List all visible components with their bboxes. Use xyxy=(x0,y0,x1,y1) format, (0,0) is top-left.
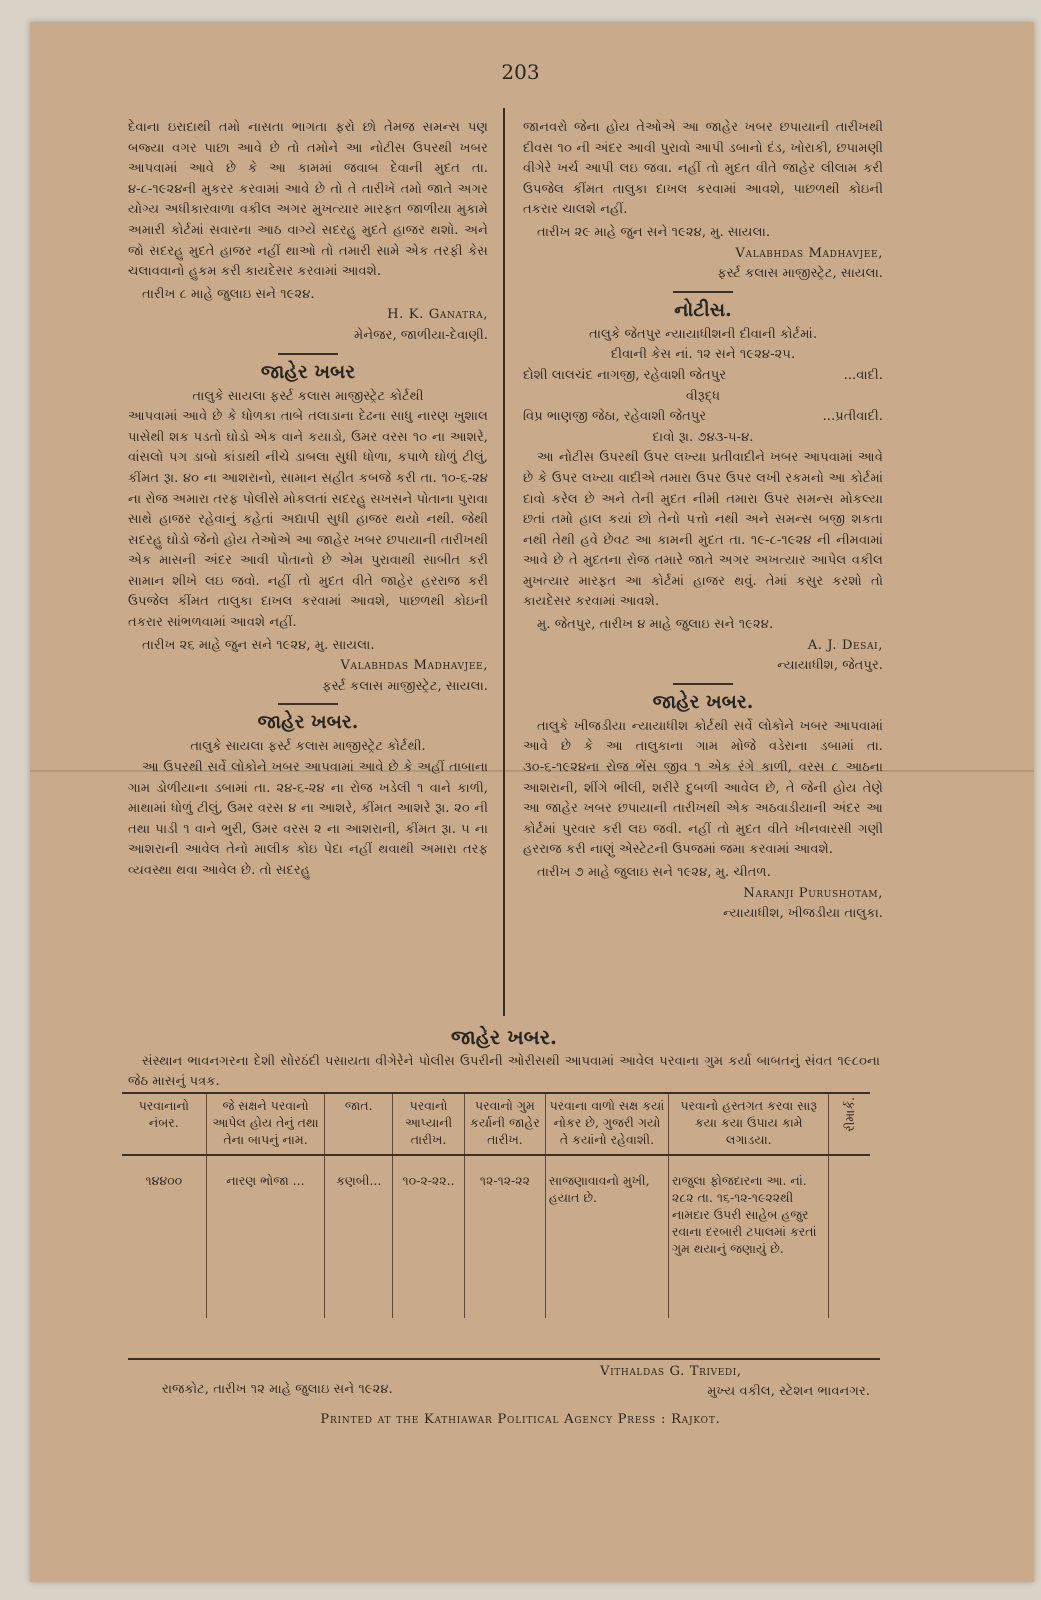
signatory-name: H. K. Ganatra, xyxy=(387,307,488,323)
notice-intro: સંસ્થાન ભાવનગરના દેશી સોરઠંદી પસાયતા વીગેરેને પોલીસ ઉપરીની ઓરીસથી આપવામાં આવેલ પરવાના ગુમ કર્યા બાબતનું સંવત ૧૯૮૦ના જેઠ માસનું પત્રક. xyxy=(128,1054,880,1089)
table-cell: ૧૪૪૦૦ xyxy=(145,1173,183,1188)
permit-register-table xyxy=(122,1092,870,1318)
notice-body: આ ઉપરથી સર્વે લોકોને ખબર આપવામાં આવે છે કે અહીં તાબાના ગામ ડોળીયાના ડબામાં તા. ૨૪-૬-૨૪ ના રોજ ખડેલી ૧ વાને કાળી, માથામાં ધોળું ટીલું, ઉમર વરસ ૪ ના આશરે, કીંમત આશરે રૂા. ૨૦ ની તથા પાડી ૧ વાને ભુરી, ઉમર વરસ ૨ ના આશરાની, કીંમત રૂા. ૫ ના આશરાની આવેલ તેનો માલીક કોઇ પેદા નહીં થવાથી અમારા તરફ વ્યવસ્થા થવા આવેલ છે. તો સદરહુ xyxy=(128,760,488,878)
plaintiff-name: દોશી લાલચંદ નાગજી, રહેવાશી જેતપુર xyxy=(523,367,727,383)
defendant-line xyxy=(523,407,883,428)
column-header: પરવાના વાળો સક્ષ કયાં નોકર છે, ગુજરી ગયો તે કયાંનો રહેવાશી. xyxy=(545,1093,668,1155)
notice-subheading: તાલુકે સાયલા ફર્સ્ટ કલાસ માજીસ્ટ્રેટ કોર્ટથી xyxy=(192,388,424,404)
table-cell xyxy=(829,1155,870,1318)
signatory-name: Naranji Purushotam, xyxy=(743,885,883,901)
notice-sayla-cattle xyxy=(128,709,488,881)
notice-date: તારીખ ૮ માહે જુલાઇ સને ૧૯૨૪. xyxy=(142,286,315,302)
bottom-rule xyxy=(128,1358,880,1360)
signatory-role: ફર્સ્ટ કલાસ માજીસ્ટ્રેટ, સાયલા. xyxy=(717,266,883,282)
table-cell: સાજણાવાવનો મુખી, હયાત છે. xyxy=(545,1155,668,1318)
footer-signature xyxy=(600,1362,870,1402)
page-number: 203 xyxy=(501,60,540,84)
case-number: દીવાની કેસ નાં. ૧૨ સને ૧૯૨૪-૨૫. xyxy=(610,347,796,363)
signatory-role: ન્યાયાધીશ, જેતપુર. xyxy=(777,658,883,674)
right-column xyxy=(523,118,883,925)
signatory-role: ફર્સ્ટ કલાસ માજીસ્ટ્રેટ, સાયલા. xyxy=(322,678,488,694)
signatory-name: Valabhdas Madhavjee, xyxy=(735,245,883,261)
signatory-role: ન્યાયાધીશ, ખીજડીયા તાલુકા. xyxy=(723,906,883,922)
notice-khijadiya xyxy=(523,689,883,925)
column-header: પરવાનો આપ્યાની તારીખ. xyxy=(393,1093,465,1155)
signatory-name: Vithaldas G. Trivedi, xyxy=(600,1364,742,1379)
notice-body: દેવાના ઇરાદાથી તમો નાસતા ભાગતા ફરો છો તેમજ સમન્સ પણ બજ્યા વગર પાછા આવે છે તો તમોને આ નોટીસ ઉપરથી ખબર આપવામાં આવે છે કે આ કામમાં જવાબ દેવાની મુદત તા. ૪-૮-૧૯૨૪ની મુકરર કરવામાં આવે છે તો તે તારીખે તમો જાતે અગર યોગ્ય અધીકારવાળા વકીલ અગર મુખત્યાર મારફત જાળીયા મુકામે અમારી કોર્ટમાં સવારના આઠ વાગ્યે સદરહુ મુદતે હાજર થશો. અને જો સદરહુ મુદતે હાજર નહીં થાઓ તો તમારી સામે એક તરફી કેસ ચલાવવાનો હુકમ કરી કાયદેસર કરવામાં આવશે. xyxy=(128,120,488,280)
notice-date: તારીખ ૭ માહે જુલાઇ સને ૧૯૨૪, મુ. ચીતળ. xyxy=(537,865,771,880)
notice-subheading: તાલુકે સાયલા ફર્સ્ટ કલાસ માજીસ્ટ્રેટ કોર્ટથી. xyxy=(190,739,426,755)
notice-body: જાનવરો જેના હોય તેઓએ આ જાહેર ખબર છપાયાની તારીખથી દીવસ ૧૦ ની અંદર આવી પુરાવો આપી ડબાનો દંડ, ખોરાકી, છપામણી વીગેરે ખર્ચ આપી લઇ જવા. નહીં તો મુદત વીતે જાહેર લીલામ કરી ઉપજેલ કીંમત તાલુકા દાખલ કરવામાં આવશે, પાછળથી કોઇની તકરાર ચાલશે નહીં. xyxy=(523,120,883,218)
notice-heading: જાહેર ખબર. xyxy=(257,711,359,734)
section-rule xyxy=(673,683,733,685)
column-header: પરવાનાનો નંબર. xyxy=(122,1093,206,1155)
versus-label: વીરૂદ્ધ xyxy=(685,388,721,404)
notice-body: આ નોટીસ ઉપરથી ઉપર લખ્યા પ્રતીવાદીને ખબર આપવામાં આવે છે કે ઉપર લખ્યા વાદીએ તમારા ઉપર ઉપર લખી રકમનો આ કોર્ટમાં દાવો કરેલ છે અને તેની મુદત નીમી તમારા ઉપર સમન્સ મોકલ્યા છતાં તમો હાલ કયાં છો તેનો પત્તો નથી અને સમન્સ બજી શકતા નથી તેથી હવે છેવટ આ કામની મુદત તા. ૧૯-૮-૧૯૨૪ ની નીમવામાં આવે છે તે મુદતના રોજ તમારે જાતે અગર અખત્યાર આપેલ વકીલ મુખત્યાર મારફત આ કોર્ટમાં હાજર થવું. તેમાં કસુર કરશો તો કાયદેસર કરવામાં આવશે. xyxy=(523,450,883,610)
table-header-row xyxy=(122,1093,870,1155)
plaintiff-role: ...વાદી. xyxy=(843,367,883,383)
section-rule xyxy=(673,291,733,293)
left-column xyxy=(128,118,488,882)
plaintiff-line xyxy=(523,366,883,387)
signatory-name: A. J. Desai, xyxy=(807,637,883,653)
table-cell: ૧૦-૨-૨૨.. xyxy=(393,1155,465,1318)
notice-heading: જાહેર ખબર. xyxy=(652,690,754,713)
table-cell: ૧૨-૧૨-૨૨ xyxy=(464,1155,545,1318)
column-header: પરવાનો હસ્તગત કરવા સારૂ કયા કયા ઉપાય કામે લગાડયા. xyxy=(669,1093,829,1155)
table-cell: નારણ ભોજા ... xyxy=(206,1155,325,1318)
defendant-name: વિપ્ર ભાણજી જેઠા, રહેવાશી જેતપુર xyxy=(523,409,707,425)
notice-heading: જાહેર ખબર. xyxy=(450,1025,558,1049)
section-rule xyxy=(278,353,338,355)
column-header: પરવાનો ગુમ કર્યાની જાહેર તારીખ. xyxy=(464,1093,545,1155)
printer-imprint: Printed at the Kathiawar Political Agency Press : Rajkot. xyxy=(320,1412,721,1427)
notice-body: આપવામાં આવે છે કે ધોળકા તાબે તલાડાના દેઢના સાધુ નારણ ખુશાલ પાસેથી શક પડતો ઘોડો એક વાને કયાડો, ઉમર વરસ ૧૦ ના આશરે, વાંસલો પગ ડાબો કાંડાથી નીચે ડાબલા સુધી ધોળા, કપાળે ઘોળું ટીલું, કીંમત રૂા. ૪૦ ના આશરાનો, સામાન સહીત કબજે કરી તા. ૧૦-૬-૨૪ ના રોજ અમારા તરફ પોલીસે મોકલતાં સદરહુ સખસને પોતાના પુરાવા સાથે હાજર રહેવાનું કહેતાં અદ્યાપી સુધી હાજર થયો નથી. જેથી સદરહુ ઘોડો જેનો હોય તેઓએ આ જાહેર ખબર છપાયાની તારીખથી એક માસની અંદર આવી પોતાનો છે એમ પુરાવાથી સાબીત કરી સામાન શીખે લઇ જવો. નહીં તો મુદત વીતે જાહેર હરરાજ કરી ઉપજેલ કીંમત તાલુકા દાખલ કરવામાં આવશે, પાછળથી કોઇની તકરાર સાંભળવામાં આવશે નહીં. xyxy=(128,409,488,631)
table-cell: રાજુલા ફોજદારના આ. નાં. ૨૮૨ તા. ૧૬-૧૨-૧૯૨૨થી નામદાર ઉપરી સાહેબ હજુર રવાના દરબારી ટપાલમાં કરતાં ગુમ થયાનું જણાયું છે. xyxy=(669,1155,829,1318)
notice-heading: જાહેર ખબર xyxy=(260,360,356,383)
column-header-remarks xyxy=(829,1093,870,1155)
signatory-role: મેનેજર, જાળીયા-દેવાણી. xyxy=(354,327,488,343)
notice-sayla-horse xyxy=(128,359,488,698)
notice-date: તારીખ ૨૬ માહે જુન સને ૧૯૨૪, મુ. સાયલા. xyxy=(142,637,375,653)
column-header: જાત. xyxy=(325,1093,393,1155)
column-divider xyxy=(503,108,505,1016)
notice-date: મુ. જેતપુર, તારીખ ૪ માહે જુલાઇ સને ૧૯૨૪. xyxy=(537,617,774,633)
notice-jaliya xyxy=(128,118,488,347)
remarks-label: રીમાર્ક. xyxy=(842,1097,858,1132)
court-name: તાલુકે જેતપુર ન્યાયાધીશની દીવાની કોર્ટમાં. xyxy=(589,326,817,342)
notice-sayla-continued xyxy=(523,118,883,285)
defendant-role: ...પ્રતીવાદી. xyxy=(822,409,883,425)
table-cell: કણબી... xyxy=(325,1155,393,1318)
notice-jetpur xyxy=(523,297,883,677)
table-row xyxy=(122,1155,870,1318)
column-header: જે સક્ષને પરવાનો આપેલ હોય તેનું તથા તેના બાપનું નામ. xyxy=(206,1093,325,1155)
claim-amount: દાવો રૂા. ૭૪૩-૫-૪. xyxy=(652,429,754,445)
section-rule xyxy=(278,703,338,705)
notice-heading: નોટીસ. xyxy=(674,298,732,321)
signatory-name: Valabhdas Madhavjee, xyxy=(340,658,488,674)
notice-bhavnagar xyxy=(128,1022,880,1092)
notice-body: તાલુકે ખીજડીયા ન્યાયાધીશ કોર્ટથી સર્વે લોકોને ખબર આપવામાં આવે છે કે આ તાલુકાના ગામ મોજે વડેરાના ડબામાં તા. ૩૦-૬-૧૯૨૪ના રોજ ભેંસ જીવ ૧ એક રંગે કાળી, વરસ ૮ આઠના આશરાની, શીંગે ભીલી, શરીરે દુબળી આવેલ છે, તે જેની હોય તેણે આ જાહેર ખબર છપાયાની તારીખથી એક અઠવાડીયાની અંદર આ કોર્ટમાં પુરવાર કરી લઇ જવી. નહીં તો મુદત વીતે ખીનવારસી ગણી હરરાજ કરી નાણું એસ્ટેટની ઉપજમાં જમા કરવામાં આવશે. xyxy=(523,718,883,858)
signatory-role: મુખ્ય વકીલ, સ્ટેશન ભાવનગર. xyxy=(707,1384,870,1399)
footer-place-date: રાજકોટ, તારીખ ૧૨ માહે જુલાઇ સને ૧૯૨૪. xyxy=(162,1382,393,1397)
notice-date: તારીખ ૨૯ માહે જુન સને ૧૯૨૪, મુ. સાયલા. xyxy=(537,224,771,240)
